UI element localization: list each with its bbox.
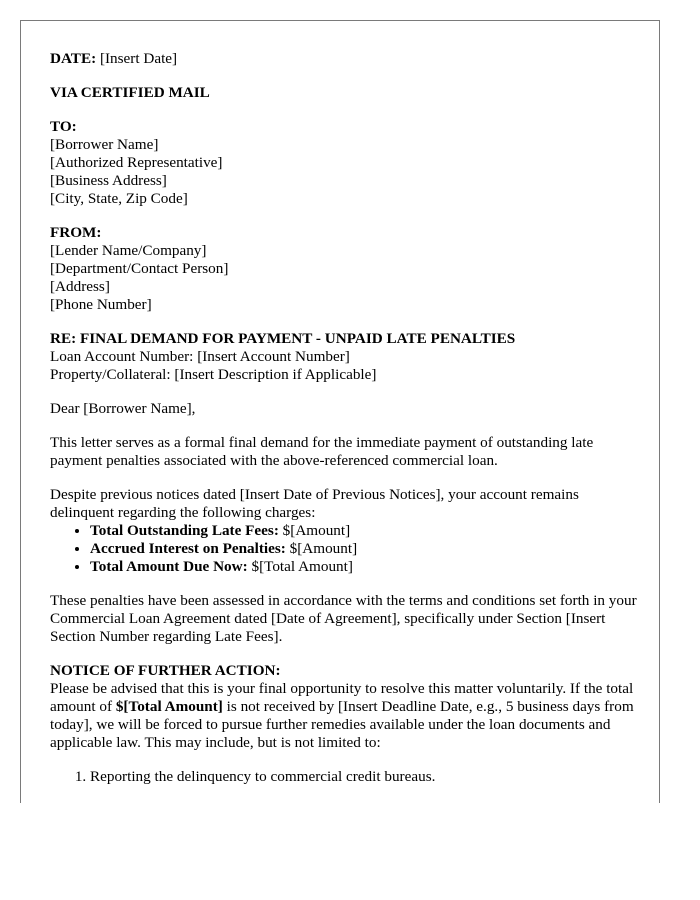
- notice-heading: NOTICE OF FURTHER ACTION:: [50, 662, 281, 679]
- to-line: [Authorized Representative]: [50, 154, 223, 171]
- to-line: [Business Address]: [50, 172, 167, 189]
- charges-list: [50, 522, 640, 576]
- charge-value: $[Amount]: [285, 540, 358, 557]
- charge-value: $[Amount]: [278, 522, 351, 539]
- list-item: [90, 522, 640, 540]
- list-item: [90, 558, 640, 576]
- charge-label: Total Outstanding Late Fees:: [90, 522, 279, 539]
- terms-paragraph: These penalties have been assessed in accordance with the terms and conditions set forth in your Commercial Loan Agreement dated [Date of Agreement], specifically under Section [Insert Section Number regarding Late Fees].: [50, 592, 637, 645]
- to-line: [Borrower Name]: [50, 136, 159, 153]
- to-line: [City, State, Zip Code]: [50, 190, 188, 207]
- from-line: [Lender Name/Company]: [50, 242, 207, 259]
- notice-amount: $[Total Amount]: [115, 698, 223, 715]
- account-number-line: Loan Account Number: [Insert Account Number]: [50, 348, 350, 365]
- from-label: FROM:: [50, 224, 102, 241]
- list-item: [90, 540, 640, 558]
- notice-text-after: is not received by [Insert Deadline Date, e.g., 5 business days from today], we will be forced to pursue further remedies available under the loan documents and applicable law. This may include, but is not limited to:: [50, 698, 634, 751]
- from-line: [Department/Contact Person]: [50, 260, 229, 277]
- notice-block: [50, 662, 640, 752]
- sender-block: [50, 224, 640, 314]
- actions-list: [50, 768, 640, 786]
- delivery-method: [50, 84, 640, 102]
- delinquency-paragraph: Despite previous notices dated [Insert Date of Previous Notices], your account remains delinquent regarding the following charges:: [50, 486, 579, 521]
- charge-value: $[Total Amount]: [247, 558, 353, 575]
- letter-body: [50, 50, 640, 786]
- letter-page: [20, 20, 660, 803]
- notice-text-before: Please be advised that this is your final opportunity to resolve this matter voluntarily. If the total amount of: [50, 680, 634, 715]
- subject-line: RE: FINAL DEMAND FOR PAYMENT - UNPAID LATE PENALTIES: [50, 330, 516, 347]
- date-label: DATE:: [50, 50, 97, 67]
- delivery-method-text: VIA CERTIFIED MAIL: [50, 84, 210, 101]
- salutation: Dear [Borrower Name],: [50, 400, 196, 417]
- list-item: 1. Reporting the delinquency to commercial credit bureaus.: [90, 768, 640, 786]
- intro-paragraph: This letter serves as a formal final demand for the immediate payment of outstanding late payment penalties associated with the above-referenced commercial loan.: [50, 434, 594, 469]
- from-line: [Address]: [50, 278, 110, 295]
- date-value: [Insert Date]: [96, 50, 178, 67]
- date-line: [50, 50, 640, 68]
- reference-block: [50, 330, 640, 384]
- charge-label: Total Amount Due Now:: [90, 558, 248, 575]
- to-label: TO:: [50, 118, 77, 135]
- from-line: [Phone Number]: [50, 296, 152, 313]
- recipient-block: [50, 118, 640, 208]
- charge-label: Accrued Interest on Penalties:: [90, 540, 286, 557]
- property-line: Property/Collateral: [Insert Description if Applicable]: [50, 366, 377, 383]
